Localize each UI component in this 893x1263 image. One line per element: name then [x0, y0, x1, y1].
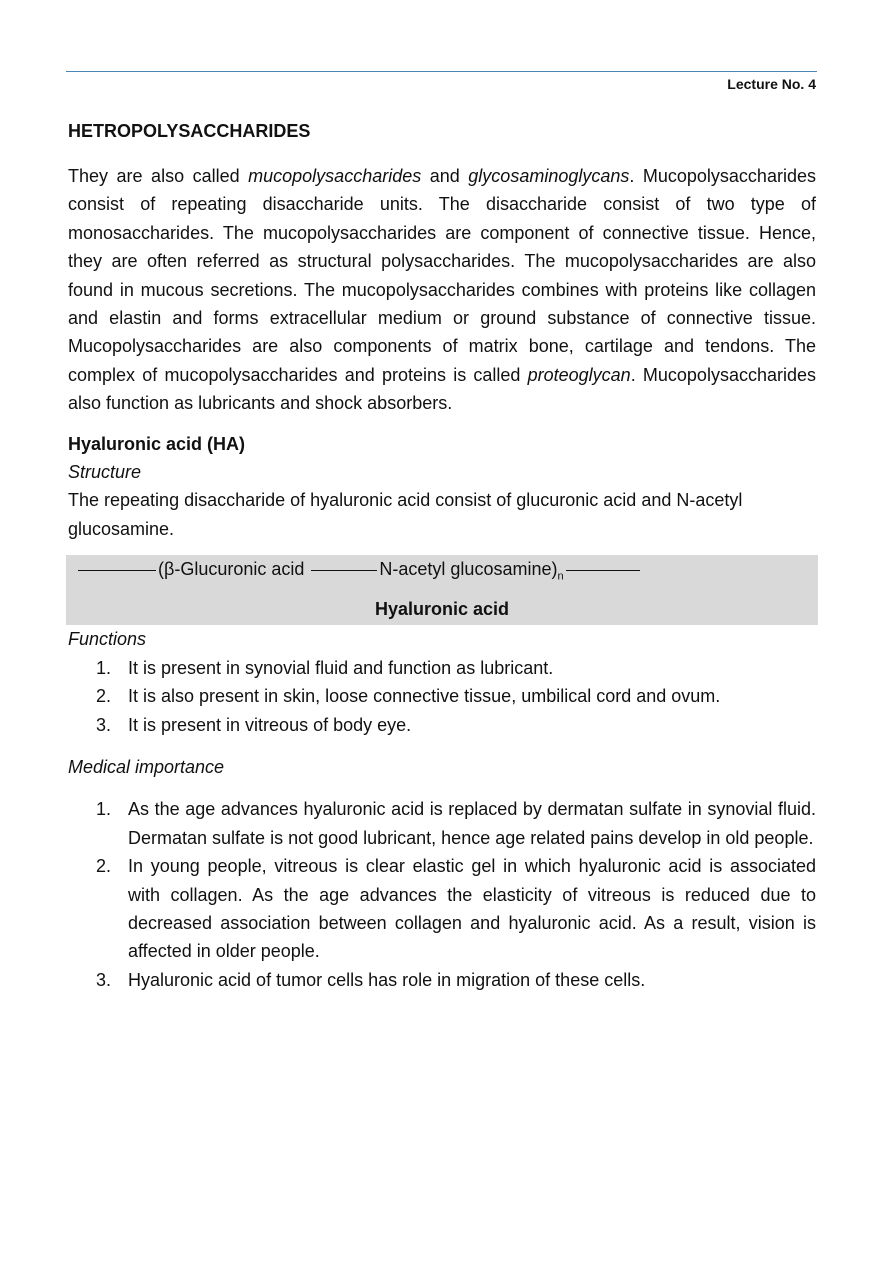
term-mucopolysaccharides: mucopolysaccharides: [248, 166, 422, 186]
term-glycosaminoglycans: glycosaminoglycans: [468, 166, 630, 186]
medical-list: [68, 795, 816, 994]
formula-line: [76, 555, 642, 591]
formula-box: [66, 555, 818, 625]
intro-paragraph: [68, 162, 816, 418]
list-item: 3. Hyaluronic acid of tumor cells has role in migration of these cells.: [96, 969, 646, 990]
term-proteoglycan: proteoglycan: [527, 364, 631, 385]
lecture-number: Lecture No. 4: [727, 76, 816, 92]
functions-list: [68, 654, 816, 739]
list-item: 2. In young people, vitreous is clear elastic gel in which hyaluronic acid is associated with collagen. As the age advances the elasticity of vitreous is reduced due to decreased association between collagen and hyaluronic acid. As a result, vision is affected in older people.: [96, 856, 816, 962]
medical-label: Medical importance: [68, 756, 225, 777]
hyaluronic-heading: Hyaluronic acid (HA): [68, 433, 246, 454]
page-content: [68, 117, 816, 994]
bond-dash-middle: [311, 570, 377, 571]
bond-dash-left: [78, 570, 156, 571]
list-item: 1. As the age advances hyaluronic acid is replaced by dermatan sulfate in synovial fluid. Dermatan sulfate is not good lubricant, hence age related pains develop in old people.: [96, 799, 816, 848]
formula-glucosamine: N-acetyl glucosamine): [379, 559, 558, 580]
intro-text-4: . Mucopolysaccharides also function as lubricants and shock absorbers.: [68, 364, 816, 414]
formula-subscript: n: [557, 570, 564, 583]
intro-text-2: and: [421, 166, 469, 186]
bond-dash-right: [566, 570, 640, 571]
section-title: HETROPOLYSACCHARIDES: [68, 121, 311, 141]
functions-label: Functions: [68, 629, 147, 650]
intro-text-3: . Mucopolysaccharides consist of repeating disaccharide units. The disaccharide consist of two type of monosaccharides. The mucopolysaccharides are component of connective tissue. Hence, they are often referred as structural polysaccharides. The mucopolysaccharides are also found in mucous secretions. The mucopolysaccharides combines with proteins like collagen and elastin and forms extracellular medium or ground substance of connective tissue. Mucopolysaccharides are also components of matrix bone, cartilage and tendons. The complex of mucopolysaccharides and proteins is called: [68, 166, 816, 385]
list-item: 3. It is present in vitreous of body eye.: [96, 714, 412, 735]
formula-glucuronic: (β-Glucuronic acid: [158, 559, 310, 580]
structure-text: The repeating disaccharide of hyaluronic acid consist of glucuronic acid and N-acetyl glucosamine.: [68, 490, 743, 539]
header-rule: [66, 71, 817, 72]
structure-label: Structure: [68, 462, 142, 483]
list-item: 1. It is present in synovial fluid and function as lubricant.: [96, 657, 554, 678]
formula-caption: Hyaluronic acid: [374, 599, 510, 620]
intro-text-1: They are also called: [68, 166, 249, 186]
list-item: 2. It is also present in skin, loose connective tissue, umbilical cord and ovum.: [96, 686, 721, 707]
